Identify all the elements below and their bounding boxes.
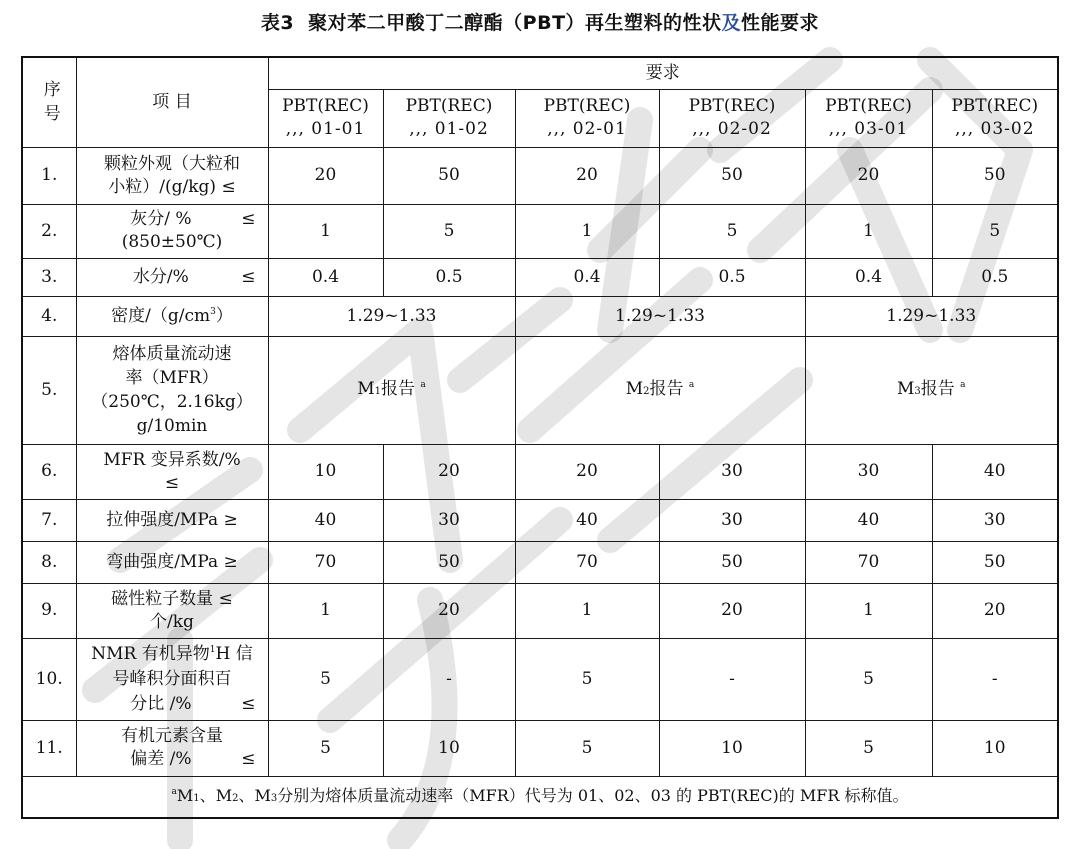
value-cell: 5 — [268, 638, 383, 720]
requirements-table — [21, 56, 1059, 819]
table-row — [22, 204, 1058, 258]
value-cell: 70 — [805, 541, 932, 583]
value-cell: 20 — [383, 583, 515, 638]
table-row — [22, 720, 1058, 776]
merged-value-cell: 1.29~1.33 — [268, 296, 515, 336]
table-row — [22, 444, 1058, 499]
value-cell: 30 — [383, 499, 515, 541]
value-cell: 5 — [383, 204, 515, 258]
value-cell: - — [659, 638, 805, 720]
value-cell: 10 — [268, 444, 383, 499]
row-seq: 2. — [22, 204, 76, 258]
table-row — [22, 499, 1058, 541]
value-cell: 1 — [805, 583, 932, 638]
value-cell: 10 — [659, 720, 805, 776]
value-cell: 50 — [932, 147, 1058, 204]
value-cell: 1 — [805, 204, 932, 258]
value-cell: 5 — [515, 638, 659, 720]
merged-value-cell: M1报告 $^a$ — [268, 336, 515, 444]
row-seq: 1. — [22, 147, 76, 204]
value-cell: 20 — [268, 147, 383, 204]
grade-cell: PBT(REC) ,,, 02-02 — [659, 89, 805, 147]
table-row — [22, 541, 1058, 583]
value-cell: 0.5 — [932, 258, 1058, 296]
value-cell: 20 — [805, 147, 932, 204]
grade-cell: PBT(REC) ,,, 03-02 — [932, 89, 1058, 147]
caption-text: 聚对苯二甲酸丁二醇酯（PBT）再生塑料的性状 — [308, 12, 722, 34]
table-row — [22, 583, 1058, 638]
value-cell: 0.4 — [805, 258, 932, 296]
row-item: NMR 有机异物$^1$H 信 号峰积分面积百 ≤ 分比 /% — [76, 638, 268, 720]
caption-label: 表3 — [260, 12, 295, 34]
value-cell: 50 — [383, 541, 515, 583]
table-row — [22, 638, 1058, 720]
grade-cell: PBT(REC) ,,, 01-01 — [268, 89, 383, 147]
row-seq: 4. — [22, 296, 76, 336]
svg-text:征求意见稿: 征求意见稿 — [0, 0, 5, 1]
merged-value-cell: 1.29~1.33 — [805, 296, 1058, 336]
header-seq — [22, 57, 76, 147]
table-row — [22, 147, 1058, 204]
row-seq: 6. — [22, 444, 76, 499]
value-cell: 70 — [515, 541, 659, 583]
value-cell: 0.4 — [515, 258, 659, 296]
merged-value-cell: M3报告 $^a$ — [805, 336, 1058, 444]
table-caption — [0, 8, 1080, 35]
value-cell: 5 — [805, 720, 932, 776]
row-item: 弯曲强度/MPa ≥ — [76, 541, 268, 583]
grade-cell: PBT(REC) ,,, 02-01 — [515, 89, 659, 147]
row-item: ≤ 水分/% — [76, 258, 268, 296]
header-requirement: 要求 — [268, 57, 1058, 89]
value-cell: 10 — [932, 720, 1058, 776]
value-cell: 50 — [659, 541, 805, 583]
value-cell: 50 — [659, 147, 805, 204]
footnote-row — [22, 776, 1058, 818]
value-cell: 10 — [383, 720, 515, 776]
value-cell: 30 — [659, 444, 805, 499]
row-seq: 8. — [22, 541, 76, 583]
value-cell: 40 — [805, 499, 932, 541]
row-item: 熔体质量流动速 率（MFR） （250℃，2.16kg） g/10min — [76, 336, 268, 444]
header-row — [22, 57, 1058, 89]
row-seq: 10. — [22, 638, 76, 720]
header-seq-text: 序号 — [43, 80, 61, 125]
value-cell: 0.4 — [268, 258, 383, 296]
value-cell: 40 — [932, 444, 1058, 499]
value-cell: 5 — [515, 720, 659, 776]
value-cell: 20 — [383, 444, 515, 499]
value-cell: 1 — [515, 204, 659, 258]
row-seq: 7. — [22, 499, 76, 541]
value-cell: 0.5 — [659, 258, 805, 296]
value-cell: 1 — [268, 583, 383, 638]
row-item: MFR 变异系数/% ≤ — [76, 444, 268, 499]
footnote: $^a$M1、M2、M3分别为熔体质量流动速率（MFR）代号为 01、02、03 的 PBT(REC)的 MFR 标称值。 — [22, 776, 1058, 818]
row-seq: 5. — [22, 336, 76, 444]
value-cell: 30 — [659, 499, 805, 541]
value-cell: 70 — [268, 541, 383, 583]
grade-cell: PBT(REC) ,,, 03-01 — [805, 89, 932, 147]
row-seq: 3. — [22, 258, 76, 296]
value-cell: - — [383, 638, 515, 720]
row-item: 颗粒外观（大粒和 小粒）/(g/kg) ≤ — [76, 147, 268, 204]
row-item: ≤ 灰分/ % (850±50℃) — [76, 204, 268, 258]
header-item: 项 目 — [76, 57, 268, 147]
table-row — [22, 258, 1058, 296]
value-cell: 5 — [659, 204, 805, 258]
value-cell: 20 — [515, 444, 659, 499]
row-item: 有机元素含量 ≤ 偏差 /% — [76, 720, 268, 776]
value-cell: 40 — [515, 499, 659, 541]
value-cell: - — [932, 638, 1058, 720]
value-cell: 5 — [268, 720, 383, 776]
merged-value-cell: M2报告 $^a$ — [515, 336, 805, 444]
merged-value-cell: 1.29~1.33 — [515, 296, 805, 336]
value-cell: 0.5 — [383, 258, 515, 296]
value-cell: 1 — [268, 204, 383, 258]
row-item: 磁性粒子数量 ≤ 个/kg — [76, 583, 268, 638]
row-seq: 9. — [22, 583, 76, 638]
table-row — [22, 296, 1058, 336]
value-cell: 50 — [932, 541, 1058, 583]
table-row — [22, 336, 1058, 444]
caption-text-end: 性能要求 — [741, 12, 820, 34]
value-cell: 50 — [383, 147, 515, 204]
value-cell: 20 — [659, 583, 805, 638]
row-seq: 11. — [22, 720, 76, 776]
value-cell: 20 — [932, 583, 1058, 638]
value-cell: 20 — [515, 147, 659, 204]
value-cell: 30 — [932, 499, 1058, 541]
value-cell: 5 — [932, 204, 1058, 258]
value-cell: 5 — [805, 638, 932, 720]
value-cell: 40 — [268, 499, 383, 541]
value-cell: 1 — [515, 583, 659, 638]
row-item: 密度$/(g/cm^3)$ — [76, 296, 268, 336]
grade-cell: PBT(REC) ,,, 01-02 — [383, 89, 515, 147]
value-cell: 30 — [805, 444, 932, 499]
caption-highlight: 及 — [721, 12, 742, 34]
row-item: 拉伸强度/MPa ≥ — [76, 499, 268, 541]
